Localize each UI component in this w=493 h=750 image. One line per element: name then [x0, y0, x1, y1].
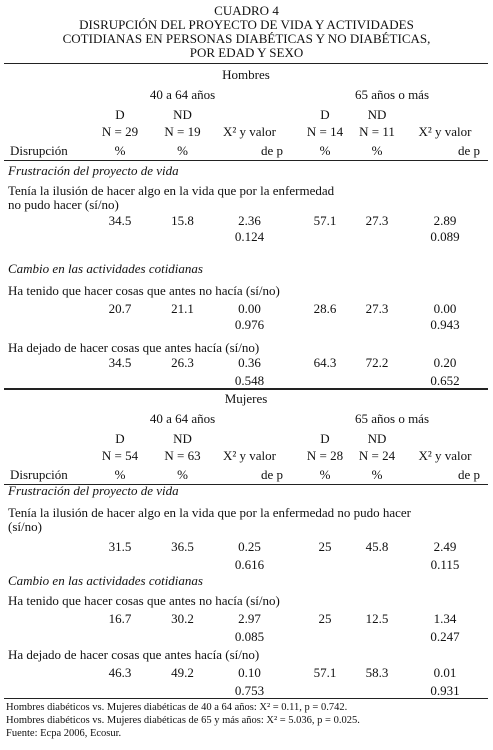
- chi-header: de p: [260, 143, 283, 158]
- row-label: Ha tenido que hacer cosas que antes no hacía (sí/no): [8, 593, 280, 608]
- row-label: no pudo hacer (sí/no): [8, 197, 119, 212]
- value-cell: 0.36: [238, 355, 261, 370]
- p-value: 0.976: [234, 317, 265, 332]
- category-heading: Cambio en las actividades cotidianas: [8, 261, 203, 276]
- group-label: D: [320, 431, 330, 446]
- chi-header: de p: [457, 467, 480, 482]
- chi-header: de p: [260, 467, 283, 482]
- p-value: 0.753: [234, 683, 265, 698]
- p-value: 0.247: [430, 629, 460, 644]
- age-group-heading: 65 años o más: [354, 411, 430, 426]
- value-cell: 34.5: [108, 355, 132, 370]
- value-cell: 27.3: [365, 213, 389, 228]
- value-cell: 20.7: [108, 301, 132, 316]
- group-label: D: [115, 107, 125, 122]
- percent-header: %: [371, 143, 383, 158]
- percent-header: %: [319, 467, 331, 482]
- value-cell: 49.2: [171, 665, 194, 680]
- age-group-heading: 40 a 64 años: [149, 87, 216, 102]
- value-cell: 30.2: [171, 611, 194, 626]
- table-number: CUADRO 4: [214, 3, 279, 18]
- percent-header: %: [319, 143, 331, 158]
- percent-header: %: [177, 467, 188, 482]
- value-cell: 31.5: [108, 539, 132, 554]
- value-cell: 26.3: [171, 355, 194, 370]
- age-group-heading: 40 a 64 años: [149, 411, 216, 426]
- sex-heading: Mujeres: [224, 391, 268, 406]
- p-value: 0.085: [234, 629, 265, 644]
- table-title-line-3: POR EDAD Y SEXO: [189, 45, 304, 60]
- top-rule: [4, 63, 488, 64]
- row-label: Tenía la ilusión de hacer algo en la vida que por la enfermedad: [8, 183, 335, 198]
- value-cell: 34.5: [108, 213, 132, 228]
- section-rule: [4, 698, 488, 699]
- value-cell: 25: [318, 539, 332, 554]
- value-cell: 25: [318, 611, 332, 626]
- group-label: ND: [367, 431, 387, 446]
- sex-heading: Hombres: [222, 67, 270, 82]
- table-title-line-1: DISRUPCIÓN DEL PROYECTO DE VIDA Y ACTIVIDADES: [79, 17, 414, 32]
- percent-header: %: [177, 143, 188, 158]
- value-cell: 2.89: [433, 213, 457, 228]
- disruption-header: Disrupción: [10, 143, 68, 158]
- sample-size: N = 14: [306, 124, 344, 139]
- value-cell: 1.34: [433, 611, 457, 626]
- header-rule: [4, 160, 488, 161]
- group-label: D: [115, 431, 125, 446]
- chi-header: X² y valor: [418, 448, 472, 463]
- row-label: Ha tenido que hacer cosas que antes no hacía (sí/no): [8, 283, 280, 298]
- value-cell: 46.3: [108, 665, 132, 680]
- p-value: 0.548: [234, 373, 265, 388]
- table-title-line-2: COTIDIANAS EN PERSONAS DIABÉTICAS Y NO DIABÉTICAS,: [62, 31, 431, 46]
- value-cell: 2.49: [433, 539, 457, 554]
- value-cell: 0.20: [433, 355, 457, 370]
- category-heading: Frustración del proyecto de vida: [8, 163, 179, 178]
- p-value: 0.943: [430, 317, 460, 332]
- value-cell: 2.36: [238, 213, 261, 228]
- category-heading: Cambio en las actividades cotidianas: [8, 573, 203, 588]
- group-label: ND: [173, 431, 192, 446]
- row-label: (sí/no): [8, 519, 42, 534]
- chi-header: X² y valor: [223, 448, 276, 463]
- sample-size: N = 11: [359, 124, 395, 139]
- row-label: Tenía la ilusión de hacer algo en la vida que por la enfermedad no pudo hacer: [8, 505, 412, 520]
- section-rule: [4, 388, 488, 390]
- value-cell: 15.8: [171, 213, 194, 228]
- group-label: ND: [173, 107, 192, 122]
- value-cell: 57.1: [313, 665, 337, 680]
- group-label: ND: [367, 107, 387, 122]
- sample-size: N = 28: [306, 448, 344, 463]
- sample-size: N = 63: [164, 448, 201, 463]
- sample-size: N = 24: [358, 448, 396, 463]
- value-cell: 27.3: [365, 301, 389, 316]
- sample-size: N = 19: [164, 124, 201, 139]
- percent-header: %: [371, 467, 383, 482]
- p-value: 0.652: [430, 373, 460, 388]
- footnote: Hombres diabéticos vs. Mujeres diabéticas de 65 y más años: X² = 5.036, p = 0.025.: [6, 715, 360, 726]
- value-cell: 45.8: [365, 539, 389, 554]
- chi-header: de p: [457, 143, 480, 158]
- value-cell: 2.97: [238, 611, 261, 626]
- value-cell: 16.7: [108, 611, 132, 626]
- value-cell: 0.00: [238, 301, 261, 316]
- sample-size: N = 54: [101, 448, 139, 463]
- percent-header: %: [114, 467, 126, 482]
- age-group-heading: 65 años o más: [354, 87, 430, 102]
- chi-header: X² y valor: [223, 124, 276, 139]
- disruption-header: Disrupción: [10, 467, 68, 482]
- value-cell: 21.1: [171, 301, 194, 316]
- value-cell: 72.2: [365, 355, 389, 370]
- row-label: Ha dejado de hacer cosas que antes hacía (sí/no): [8, 340, 260, 355]
- source-note: Fuente: Ecpa 2006, Ecosur.: [6, 728, 122, 739]
- value-cell: 57.1: [313, 213, 337, 228]
- value-cell: 64.3: [313, 355, 337, 370]
- p-value: 0.089: [430, 229, 460, 244]
- value-cell: 0.00: [433, 301, 457, 316]
- row-label: Ha dejado de hacer cosas que antes hacía (sí/no): [8, 647, 260, 662]
- value-cell: 0.10: [238, 665, 261, 680]
- footnote: Hombres diabéticos vs. Mujeres diabéticas de 40 a 64 años: X² = 0.11, p = 0.742.: [6, 702, 348, 713]
- category-heading: Frustración del proyecto de vida: [8, 483, 179, 498]
- group-label: D: [320, 107, 330, 122]
- value-cell: 28.6: [313, 301, 337, 316]
- p-value: 0.616: [234, 557, 265, 572]
- value-cell: 0.25: [238, 539, 261, 554]
- percent-header: %: [114, 143, 126, 158]
- value-cell: 36.5: [171, 539, 194, 554]
- value-cell: 58.3: [365, 665, 389, 680]
- p-value: 0.931: [430, 683, 460, 698]
- value-cell: 0.01: [433, 665, 457, 680]
- sample-size: N = 29: [101, 124, 139, 139]
- chi-header: X² y valor: [418, 124, 472, 139]
- p-value: 0.115: [430, 557, 460, 572]
- value-cell: 12.5: [365, 611, 389, 626]
- p-value: 0.124: [234, 229, 265, 244]
